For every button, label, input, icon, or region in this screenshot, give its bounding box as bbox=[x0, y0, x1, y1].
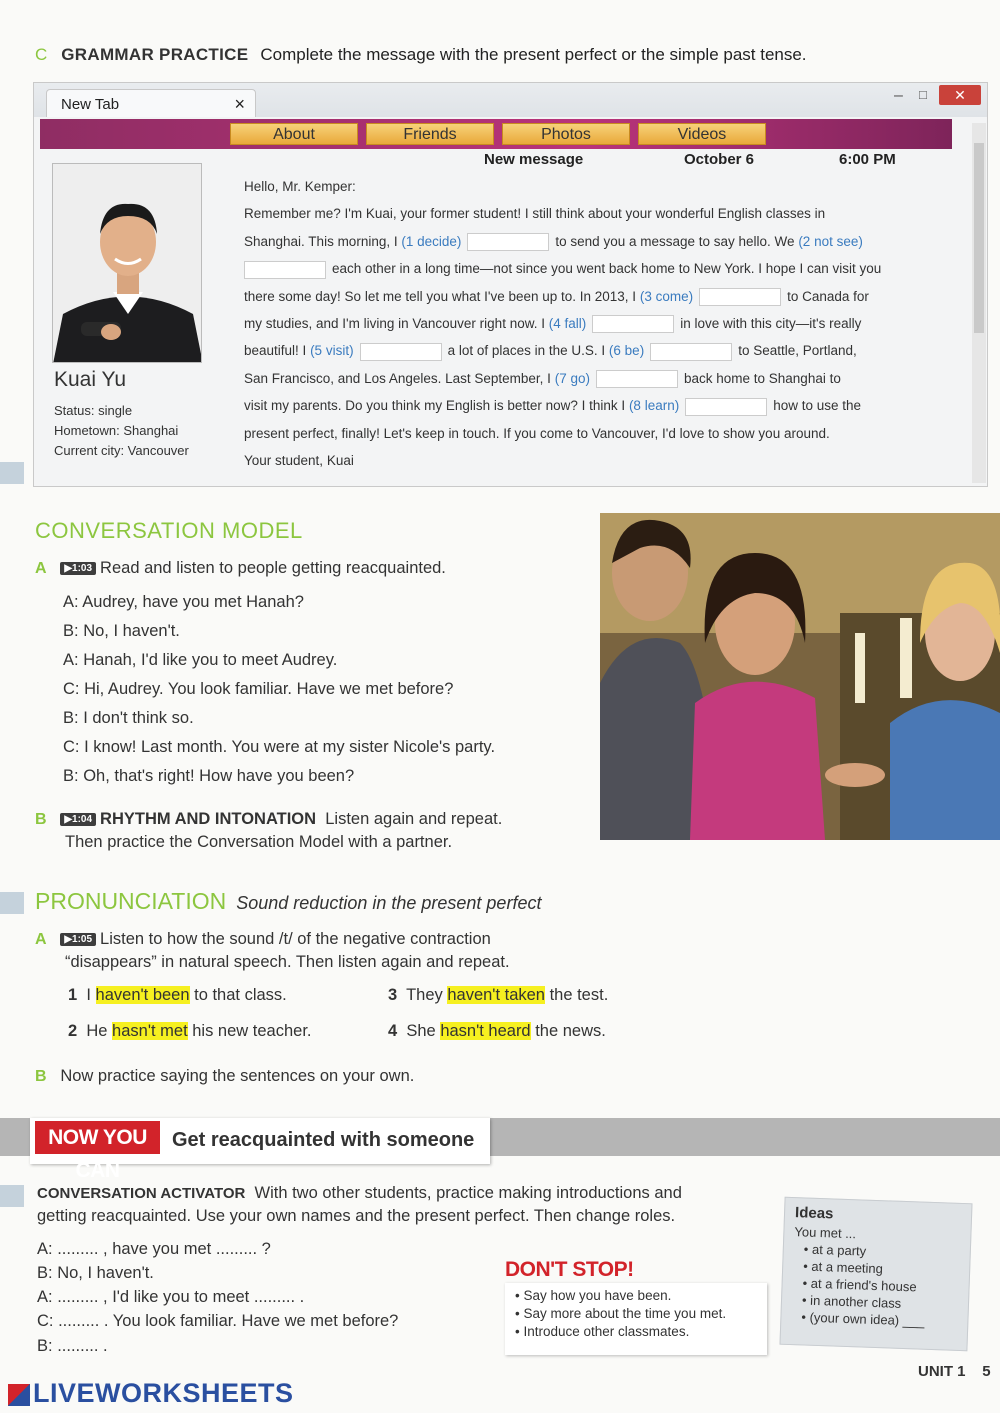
ideas-item: • in another class bbox=[801, 1292, 902, 1311]
side-tab-marker bbox=[0, 462, 24, 484]
maximize-icon[interactable]: □ bbox=[919, 87, 927, 102]
message-label: New message bbox=[484, 151, 584, 168]
activator-instruction-2: getting reacquainted. Use your own names and the present perfect. Then change roles. bbox=[37, 1207, 676, 1225]
pr-instruction-a: A ▶1:05 Listen to how the sound /t/ of the negative contraction bbox=[35, 930, 491, 948]
profile-hometown: Hometown: Shanghai bbox=[54, 423, 179, 438]
pronunciation-subtitle: Sound reduction in the present perfect bbox=[236, 893, 542, 913]
answer-blank-7[interactable] bbox=[596, 370, 678, 388]
ideas-intro: You met ... bbox=[794, 1224, 857, 1242]
minimize-icon[interactable]: – bbox=[894, 87, 903, 104]
conversation-line: B: I don't think so. bbox=[63, 709, 194, 727]
verb-cue: (5 visit) bbox=[310, 343, 354, 359]
ideas-item: • at a friend's house bbox=[802, 1275, 917, 1295]
message-line: each other in a long time—not since you went back home to New York. I hope I can visit you bbox=[244, 255, 969, 282]
dont-stop-box bbox=[505, 1283, 767, 1355]
liveworksheets-logo: LIVEWORKSHEETS bbox=[8, 1378, 294, 1409]
message-line: Shanghai. This morning, I (1 decide) to send you a message to say hello. We (2 not see) bbox=[244, 228, 969, 255]
answer-blank-1[interactable] bbox=[467, 233, 549, 251]
conversation-line: A: Audrey, have you met Hanah? bbox=[63, 593, 304, 611]
ideas-title: Ideas bbox=[794, 1204, 834, 1223]
activator-line: A: ......... , I'd like you to meet ......... . bbox=[37, 1288, 305, 1306]
answer-blank-4[interactable] bbox=[592, 315, 674, 333]
message-line: beautiful! I (5 visit) a lot of places in the U.S. I (6 be) to Seattle, Portland, bbox=[244, 337, 969, 364]
dont-stop-item: • Introduce other classmates. bbox=[515, 1324, 690, 1339]
pronunciation-item-4: 4 She hasn't heard the news. bbox=[388, 1022, 606, 1040]
conversation-photo bbox=[600, 513, 1000, 840]
dont-stop-item: • Say how you have been. bbox=[515, 1288, 672, 1303]
conversation-line: B: Oh, that's right! How have you been? bbox=[63, 767, 355, 785]
scrollbar-thumb[interactable] bbox=[974, 143, 984, 333]
message-line: my studies, and I'm living in Vancouver right now. I (4 fall) in love with this city—it's really bbox=[244, 310, 969, 337]
tab-bar bbox=[34, 83, 987, 117]
message-line: present perfect, finally! Let's keep in touch. If you come to Vancouver, I'd love to show you around. bbox=[244, 425, 830, 441]
message-line: visit my parents. Do you think my English is better now? I think I (8 learn) how to use the bbox=[244, 392, 969, 419]
page-number: 5 bbox=[982, 1363, 991, 1380]
verb-cue: (8 learn) bbox=[628, 398, 680, 414]
cm-instruction-a: A ▶1:03 Read and listen to people getting reacquainted. bbox=[35, 559, 446, 577]
side-tab-marker bbox=[0, 892, 24, 914]
conversation-line: C: I know! Last month. You were at my sister Nicole's party. bbox=[63, 738, 496, 756]
audio-track-icon[interactable]: ▶1:04 bbox=[60, 813, 96, 826]
activator-line: B: No, I haven't. bbox=[37, 1264, 154, 1282]
answer-blank-5[interactable] bbox=[360, 343, 442, 361]
cm-instruction-b-2: Then practice the Conversation Model with a partner. bbox=[65, 833, 453, 851]
profile-city: Current city: Vancouver bbox=[54, 443, 189, 458]
nav-friends-button[interactable]: Friends bbox=[366, 123, 494, 145]
activator-line: A: ......... , have you met ......... ? bbox=[37, 1240, 271, 1258]
ideas-box bbox=[779, 1197, 972, 1351]
message-body bbox=[244, 173, 969, 474]
profile-photo bbox=[52, 163, 202, 363]
verb-cue: (3 come) bbox=[639, 288, 694, 304]
profile-status: Status: single bbox=[54, 403, 133, 418]
cm-instruction-b: B ▶1:04 RHYTHM AND INTONATION Listen again and repeat. bbox=[35, 810, 503, 828]
grammar-practice-header bbox=[35, 45, 807, 65]
pr-instruction-b: B Now practice saying the sentences on your own. bbox=[35, 1067, 415, 1085]
verb-cue: (7 go) bbox=[554, 370, 590, 386]
browser-tab[interactable] bbox=[46, 89, 256, 117]
tab-label: New Tab bbox=[61, 96, 120, 113]
conversation-model-title: CONVERSATION MODEL bbox=[35, 518, 303, 543]
message-line: there some day! So let me tell you what I've been up to. In 2013, I (3 come) to Canada for bbox=[244, 283, 969, 310]
tab-close-icon[interactable]: × bbox=[234, 94, 245, 114]
now-you-can-title: Get reacquainted with someone bbox=[172, 1129, 475, 1151]
section-letter-c: C bbox=[35, 45, 48, 64]
pr-instruction-a-2: “disappears” in natural speech. Then listen again and repeat. bbox=[65, 953, 510, 971]
audio-track-icon[interactable]: ▶1:05 bbox=[60, 933, 96, 946]
ideas-item: • at a meeting bbox=[802, 1258, 884, 1277]
pronunciation-item-1: 1 I haven't been to that class. bbox=[68, 986, 287, 1004]
answer-blank-3[interactable] bbox=[699, 288, 781, 306]
now-you-can-badge: NOW YOU CAN bbox=[35, 1121, 160, 1154]
unit-label: UNIT 1 bbox=[918, 1363, 966, 1380]
message-time: 6:00 PM bbox=[839, 151, 896, 168]
conversation-line: B: No, I haven't. bbox=[63, 622, 180, 640]
activator-line: C: ......... . You look familiar. Have we met before? bbox=[37, 1312, 399, 1330]
liveworksheets-icon bbox=[8, 1384, 30, 1406]
activator-instruction: CONVERSATION ACTIVATOR With two other students, practice making introductions and bbox=[37, 1184, 682, 1202]
ideas-item: • at a party bbox=[803, 1241, 867, 1259]
answer-blank-6[interactable] bbox=[650, 343, 732, 361]
pronunciation-item-3: 3 They haven't taken the test. bbox=[388, 986, 609, 1004]
browser-window bbox=[33, 82, 988, 487]
message-line: San Francisco, and Los Angeles. Last September, I (7 go) back home to Shanghai to bbox=[244, 365, 969, 392]
section-instruction: Complete the message with the present perfect or the simple past tense. bbox=[260, 45, 807, 64]
nav-about-button[interactable]: About bbox=[230, 123, 358, 145]
message-signature: Your student, Kuai bbox=[244, 453, 354, 469]
side-tab-marker bbox=[0, 1185, 24, 1207]
profile-name: Kuai Yu bbox=[54, 368, 127, 391]
audio-track-icon[interactable]: ▶1:03 bbox=[60, 562, 96, 575]
message-line: Remember me? I'm Kuai, your former student! I still think about your wonderful English classes in bbox=[244, 206, 826, 222]
pronunciation-title: PRONUNCIATION Sound reduction in the present perfect bbox=[35, 888, 542, 914]
page-footer bbox=[918, 1363, 991, 1380]
verb-cue: (4 fall) bbox=[548, 316, 587, 332]
nav-videos-button[interactable]: Videos bbox=[638, 123, 766, 145]
answer-blank-2[interactable] bbox=[244, 261, 326, 279]
message-date: October 6 bbox=[684, 151, 755, 168]
nav-photos-button[interactable]: Photos bbox=[502, 123, 630, 145]
section-heading: GRAMMAR PRACTICE bbox=[61, 45, 249, 64]
activator-line: B: ......... . bbox=[37, 1337, 108, 1355]
conversation-line: A: Hanah, I'd like you to meet Audrey. bbox=[63, 651, 338, 669]
ideas-item: • (your own idea) ___ bbox=[801, 1309, 925, 1329]
verb-cue: (2 not see) bbox=[798, 233, 863, 249]
dont-stop-title: DON'T STOP! bbox=[505, 1258, 634, 1281]
window-close-icon[interactable]: ✕ bbox=[939, 85, 981, 105]
answer-blank-8[interactable] bbox=[685, 398, 767, 416]
profile-nav-bar bbox=[40, 119, 952, 149]
conversation-line: C: Hi, Audrey. You look familiar. Have we met before? bbox=[63, 680, 454, 698]
verb-cue: (6 be) bbox=[608, 343, 645, 359]
pronunciation-item-2: 2 He hasn't met his new teacher. bbox=[68, 1022, 312, 1040]
verb-cue: (1 decide) bbox=[401, 233, 462, 249]
dont-stop-item: • Say more about the time you met. bbox=[515, 1306, 727, 1321]
message-greeting: Hello, Mr. Kemper: bbox=[244, 179, 356, 194]
